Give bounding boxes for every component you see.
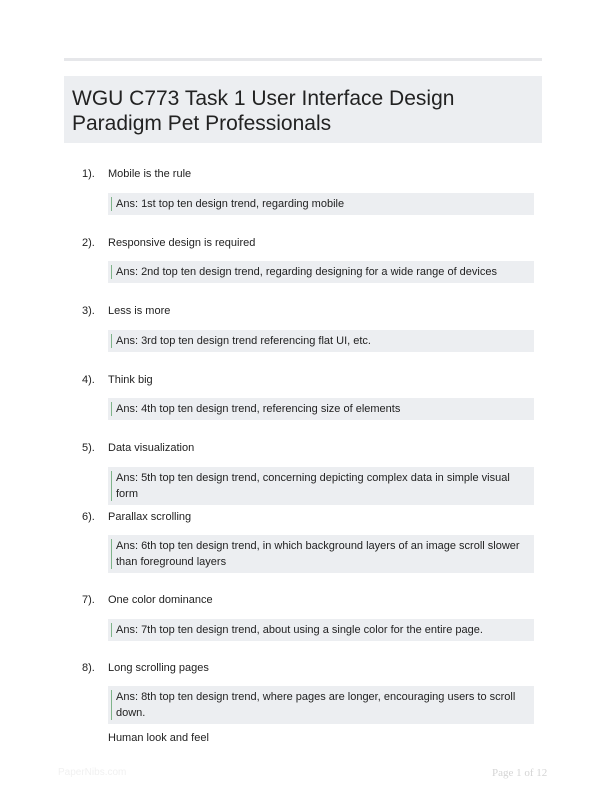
question-text: Parallax scrolling — [108, 511, 192, 523]
question-text: Less is more — [108, 305, 171, 317]
page-title-line-1: WGU C773 Task 1 User Interface Design — [72, 87, 455, 110]
trailing-question-text: Human look and feel — [108, 732, 209, 744]
question-number: 7). — [82, 594, 95, 606]
question-text: One color dominance — [108, 594, 213, 606]
question-text: Long scrolling pages — [108, 662, 209, 674]
answer-box: Ans: 3rd top ten design trend referencing flat UI, etc. — [108, 330, 534, 352]
question-number: 5). — [82, 442, 95, 454]
question-number: 4). — [82, 374, 95, 386]
answer-box: Ans: 1st top ten design trend, regarding mobile — [108, 193, 534, 215]
question-number: 2). — [82, 237, 95, 249]
question-text: Data visualization — [108, 442, 195, 454]
page-title-line-2: Paradigm Pet Professionals — [72, 112, 332, 135]
footer-page-number: Page 1 of 12 — [492, 767, 548, 779]
answer-box: Ans: 6th top ten design trend, in which background layers of an image scroll slower than foreground layers — [108, 535, 534, 573]
question-text: Responsive design is required — [108, 237, 256, 249]
footer-site-watermark: PaperNibs.com — [58, 767, 127, 778]
question-text: Mobile is the rule — [108, 168, 192, 180]
answer-box: Ans: 7th top ten design trend, about using a single color for the entire page. — [108, 619, 534, 641]
top-divider — [64, 58, 542, 61]
question-number: 1). — [82, 168, 95, 180]
answer-box: Ans: 8th top ten design trend, where pages are longer, encouraging users to scroll down. — [108, 686, 534, 724]
question-number: 8). — [82, 662, 95, 674]
answer-box: Ans: 2nd top ten design trend, regarding designing for a wide range of devices — [108, 261, 534, 283]
answer-box: Ans: 5th top ten design trend, concerning depicting complex data in simple visual form — [108, 467, 534, 505]
question-number: 6). — [82, 511, 95, 523]
question-text: Think big — [108, 374, 153, 386]
answer-box: Ans: 4th top ten design trend, referencing size of elements — [108, 398, 534, 420]
question-number: 3). — [82, 305, 95, 317]
title-banner — [64, 76, 542, 143]
